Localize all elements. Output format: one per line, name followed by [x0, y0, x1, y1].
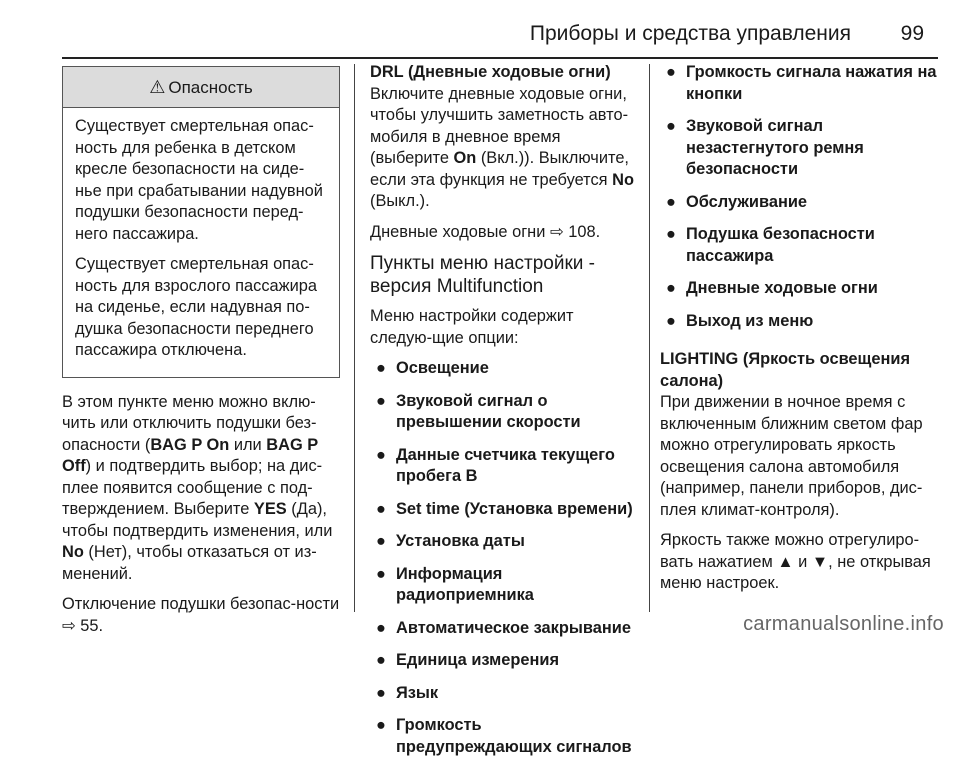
list-item: ● Язык — [370, 683, 640, 705]
list-item: ● Подушка безопасности пассажира — [666, 225, 875, 265]
bullet-dot-icon: ● — [376, 651, 386, 669]
column-divider — [649, 64, 650, 612]
section-heading: Пункты меню настройки - версия Multifunction — [370, 253, 596, 297]
warning-title: Опасность — [168, 78, 253, 97]
bullet-dot-icon: ● — [376, 532, 386, 550]
column-2 — [370, 62, 640, 769]
page-reference-arrow-icon: ⇨ — [62, 616, 76, 635]
up-arrow-icon: ▲ — [777, 552, 794, 571]
drl-title: DRL (Дневные ходовые огни) — [370, 63, 611, 81]
bullet-dot-icon: ● — [376, 683, 386, 702]
airbag-reference: Отключение подушки безопас-ности ⇨ 55. — [62, 595, 340, 635]
down-arrow-icon: ▼ — [811, 552, 829, 571]
warning-paragraph: Существует смертельная опас-ность для ребенка в детском кресле безопасности на сиде-нье при срабатывании надувной подушки безопасности перед-него пассажира. — [75, 117, 323, 243]
bullet-dot-icon: ● — [376, 564, 386, 583]
warning-paragraph: Существует смертельная опас-ность для взрослого пассажира на сиденье, если надувная по-душка безопасности переднего пассажира отключена. — [75, 255, 317, 359]
drl-paragraph: Включите дневные ходовые огни, чтобы улучшить заметность авто-мобиля в дневное время (выберите On (Вкл.)). Выключите, если эта функция не требуется No (Выкл.). — [370, 84, 634, 210]
list-item: ● Установка даты — [370, 531, 640, 553]
warning-body — [63, 108, 339, 377]
list-item: ● Обслуживание — [660, 192, 940, 214]
bullet-dot-icon: ● — [376, 445, 386, 464]
list-item: ● Единица измерения — [370, 650, 640, 672]
settings-options-list-continued — [660, 62, 940, 332]
header-divider — [62, 57, 938, 59]
column-divider — [354, 64, 355, 612]
reference-page[interactable]: 108. — [568, 222, 601, 241]
warning-header — [63, 67, 339, 108]
lighting-paragraph: При движении в ночное время с включенным ближним светом фар можно отрегулировать яркость освещения салона автомобиля (например, панели приборов, дис-плея климат-контроля). — [660, 393, 923, 519]
bullet-dot-icon: ● — [376, 359, 386, 377]
column-3 — [660, 62, 940, 604]
list-item: ● Автоматическое закрывание — [370, 618, 640, 640]
warning-triangle-icon: ⚠ — [149, 77, 166, 97]
bullet-dot-icon: ● — [666, 279, 676, 297]
lighting-title: LIGHTING (Яркость освещения салона) — [660, 350, 911, 390]
column-1 — [62, 66, 340, 646]
bullet-dot-icon: ● — [376, 499, 386, 518]
bullet-dot-icon: ● — [666, 192, 676, 211]
list-item: ● Данные счетчика текущего пробега B — [376, 445, 615, 485]
page-header — [62, 22, 936, 56]
list-item: ● Громкость сигнала нажатия на кнопки — [666, 63, 937, 103]
page-reference-arrow-icon: ⇨ — [549, 222, 564, 241]
bullet-dot-icon: ● — [666, 311, 676, 330]
warning-box — [62, 66, 340, 378]
bullet-dot-icon: ● — [376, 618, 386, 637]
list-item: ● Громкость предупреждающих сигналов — [376, 716, 632, 756]
bullet-dot-icon: ● — [376, 716, 386, 734]
list-item: ● Выход из меню — [660, 311, 940, 333]
menu-intro: Меню настройки содержит следую-щие опции: — [370, 307, 574, 347]
page-number: 99 — [900, 22, 924, 45]
list-item: ● Информация радиоприемника — [376, 564, 534, 604]
reference-page[interactable]: 55. — [80, 616, 104, 635]
list-item: ● Освещение — [370, 358, 640, 380]
bullet-dot-icon: ● — [376, 391, 386, 410]
drl-reference: Дневные ходовые огни ⇨ 108. — [370, 222, 601, 241]
list-item: ● Звуковой сигнал незастегнутого ремня безопасности — [666, 117, 864, 178]
bullet-dot-icon: ● — [666, 225, 676, 243]
airbag-paragraph: В этом пункте меню можно вклю-чить или отключить подушки без-опасности (BAG P On или BAG P Off) и подтвердить выбор; на дис-плее появится сообщение с под-тверждением. Выберите YES (Да), чтобы подтвердить изменения, или No (Нет), чтобы отказаться от из-менений. — [62, 392, 333, 583]
watermark: carmanualsonline.info — [743, 613, 944, 635]
list-item: ● Звуковой сигнал о превышении скорости — [376, 391, 581, 431]
settings-options-list — [370, 358, 640, 758]
list-item: ● Дневные ходовые огни — [660, 278, 940, 300]
brightness-paragraph: Яркость также можно отрегулиро-вать нажатием ▲ и ▼, не открывая меню настроек. — [660, 531, 931, 592]
bullet-dot-icon: ● — [666, 63, 676, 81]
list-item: ● Set time (Установка времени) — [370, 499, 640, 521]
bullet-dot-icon: ● — [666, 117, 676, 135]
page-title: Приборы и средства управления — [529, 22, 851, 45]
